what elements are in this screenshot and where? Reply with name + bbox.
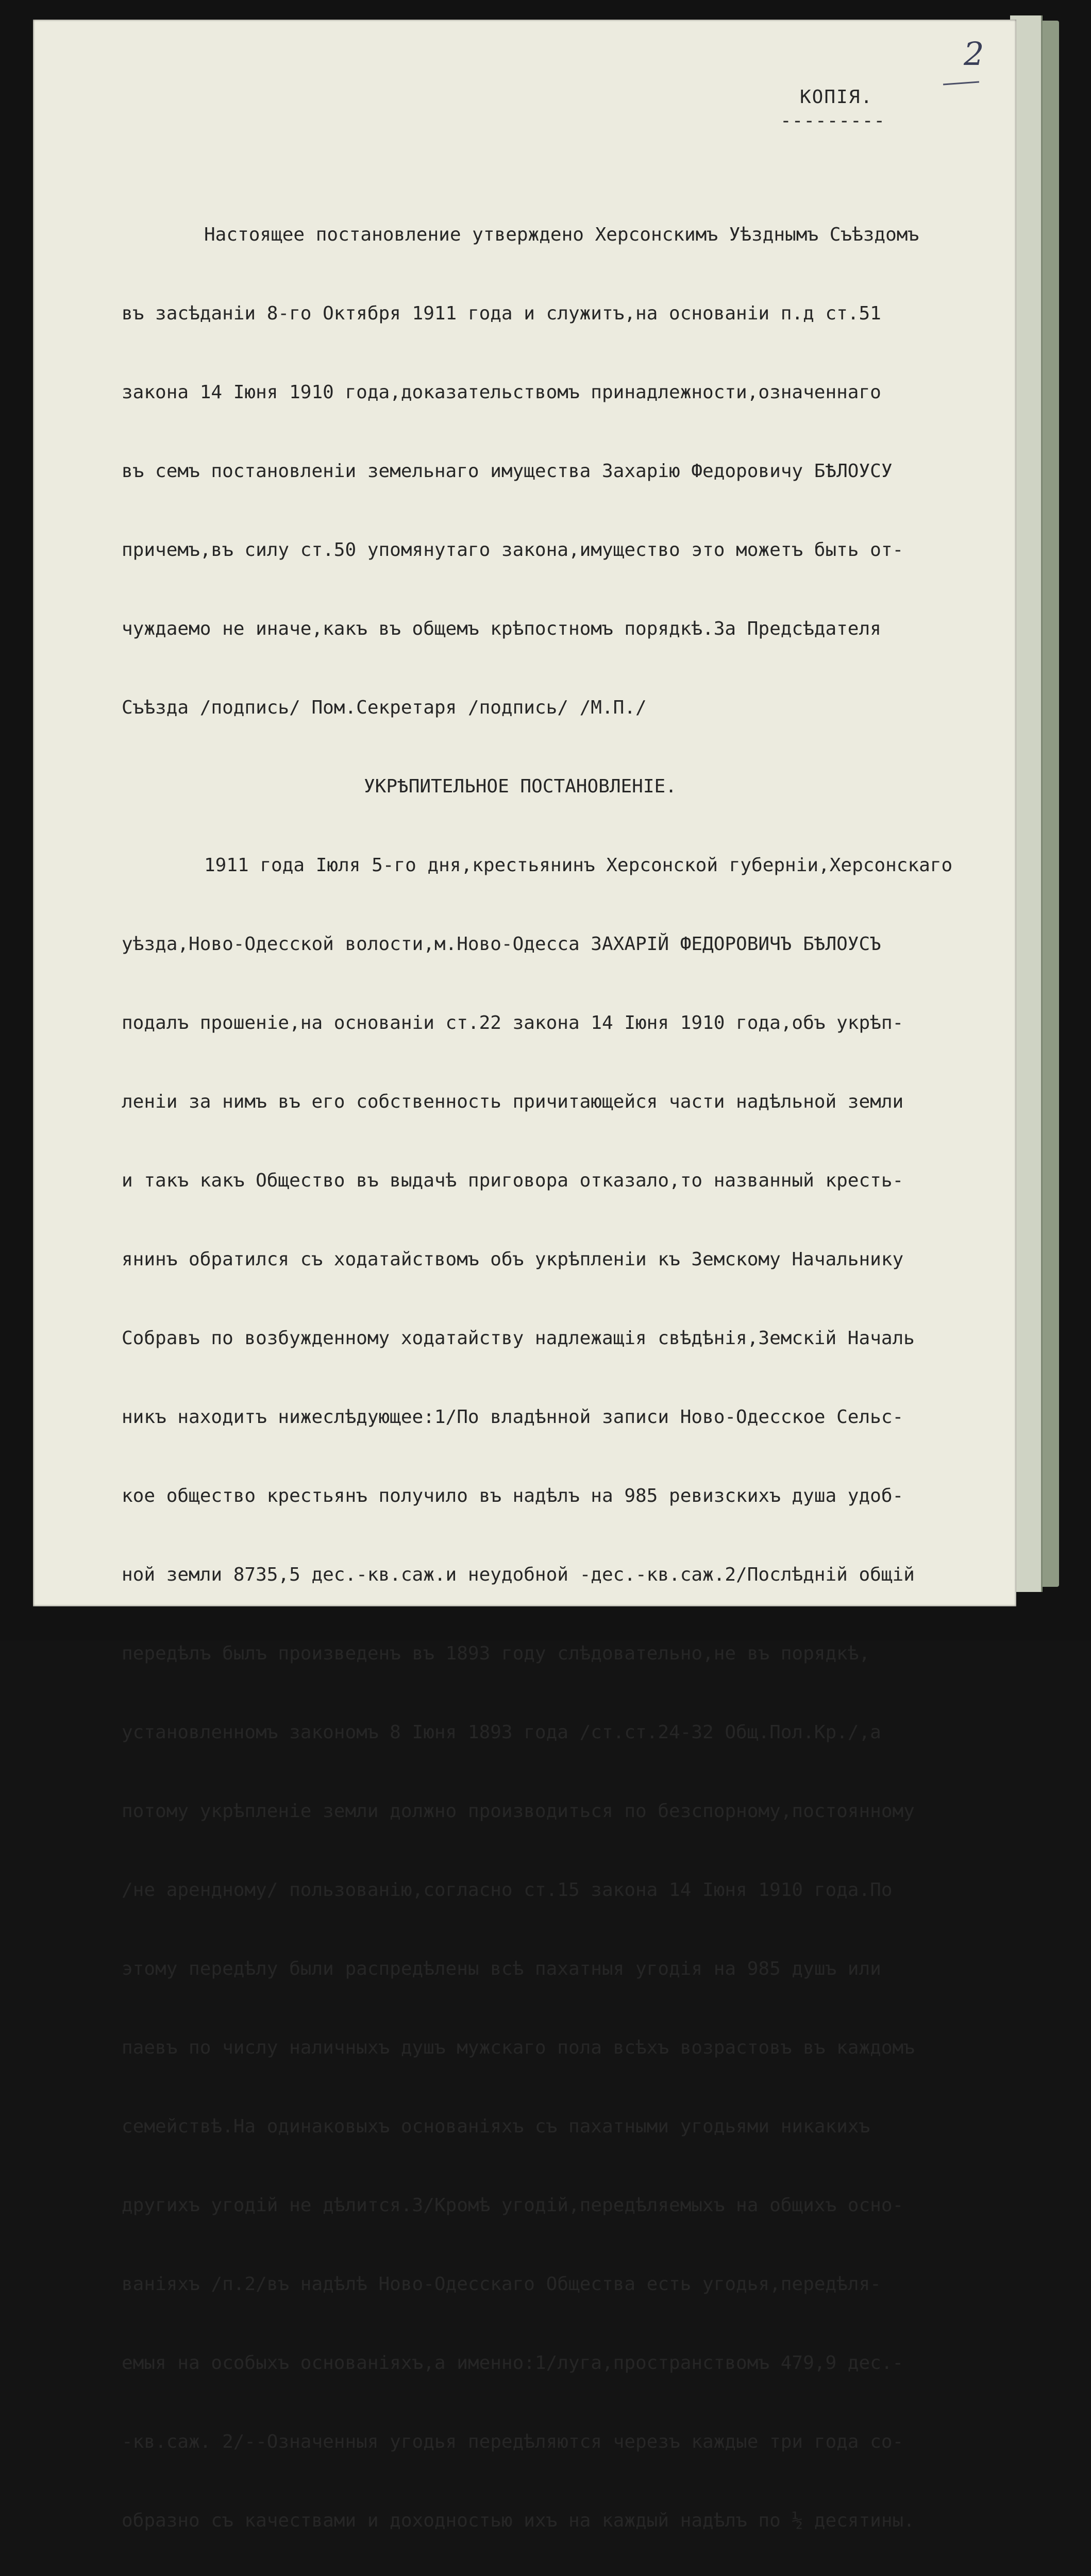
copy-heading-underline: --------- xyxy=(780,110,886,131)
text-line: Съѣзда /подпись/ Пом.Секретаря /подпись/ /М.П./ xyxy=(122,697,647,718)
text-line: причемъ,въ силу ст.50 упомянутаго закона,имущество это можетъ быть от- xyxy=(122,539,904,561)
text-line: паевъ по числу наличныхъ душъ мужскаго пола всѣхъ возрастовъ въ каждомъ xyxy=(122,2037,915,2058)
text-line: емыя на особыхъ основанiяхъ,а именно:1/луга,пространствомъ 479,9 дес.- xyxy=(122,2352,904,2374)
text-line: янинъ обратился съ ходатайствомъ объ укрѣпленiи къ Земскому Начальнику xyxy=(122,1249,904,1270)
text-line: чуждаемо не иначе,какъ въ общемъ крѣпостномъ порядкѣ.За Предсѣдателя xyxy=(122,618,881,639)
text-line: закона 14 Iюня 1910 года,доказательствомъ принадлежности,означеннаго xyxy=(122,382,881,403)
text-line: установленномъ закономъ 8 Iюня 1893 года /ст.ст.24-32 Общ.Пол.Кр./,а xyxy=(122,1722,881,1743)
text-line: 1911 года Iюля 5-го дня,крестьянинъ Херсонской губернiи,Херсонскаго xyxy=(204,855,953,876)
text-line: передѣлъ былъ произведенъ въ 1893 году слѣдовательно,не въ порядкѣ, xyxy=(122,1643,870,1664)
text-line: этому передѣлу были распредѣлены всѣ пахатныя угодiя на 985 душъ или xyxy=(122,1958,881,1979)
text-line: кое общество крестьянъ получило въ надѣлъ на 985 ревизскихъ душа удоб- xyxy=(122,1485,904,1506)
text-line: никъ находитъ нижеслѣдующее:1/По владѣнной записи Ново-Одесское Сельс- xyxy=(122,1406,904,1428)
text-line: ванiяхъ /п.2/въ надѣлѣ Ново-Одесскаго Общества есть угодья,передѣля- xyxy=(122,2274,881,2295)
text-line: образно съ качествами и доходностью ихъ на каждый надѣлъ по ½ десятины. xyxy=(122,2510,915,2531)
text-line: ленiи за нимъ въ его собственность причитающейся части надѣльной земли xyxy=(122,1091,904,1112)
text-line: -кв.саж. 2/--Означенныя угодья передѣляются черезъ каждые три года со- xyxy=(122,2431,904,2452)
text-line: семействѣ.На одинаковыхъ основанiяхъ съ пахатными угодьями никакихъ xyxy=(122,2116,870,2137)
text-line: Собравъ по возбужденному ходатайству надлежащiя свѣдѣнiя,Земскiй Началь xyxy=(122,1328,915,1349)
text-line: потому укрѣпленiе земли должно производиться по безспорному,постоянному xyxy=(122,1801,915,1822)
text-line: ной земли 8735,5 дес.-кв.саж.и неудобной -дес.-кв.саж.2/Послѣднiй общiй xyxy=(122,1564,915,1585)
text-line: другихъ угодiй не дѣлится.3/Кромѣ угодiй,передѣляемыхъ на общихъ осно- xyxy=(122,2195,904,2216)
text-line: въ засѣданiи 8-го Октября 1911 года и служитъ,на основанiи п.д ст.51 xyxy=(122,303,881,324)
text-line: уѣзда,Ново-Одесской волости,м.Ново-Одесса ЗАХАРIЙ ФЕДОРОВИЧЪ БѢЛОУСЪ xyxy=(122,934,881,955)
text-line: подалъ прошенiе,на основанiи ст.22 закона 14 Iюня 1910 года,объ укрѣп- xyxy=(122,1012,904,1033)
text-line: /не арендному/ пользованiю,согласно ст.15 закона 14 Iюня 1910 года.По xyxy=(122,1879,893,1901)
text-line: и такъ какъ Общество въ выдачѣ приговора отказало,то названный кресть- xyxy=(122,1170,904,1191)
handwritten-page-number: 2 xyxy=(964,35,984,73)
text-line: въ семъ постановленiи земельнаго имущества Захарiю Федоровичу БѢЛОУСУ xyxy=(122,461,893,482)
copy-heading: КОПIЯ. xyxy=(800,87,874,108)
text-line: Настоящее постановление утверждено Херсонскимъ Уѣзднымъ Съѣздомъ xyxy=(204,224,919,245)
section-heading: УКРѢПИТЕЛЬНОЕ ПОСТАНОВЛЕНIЕ. xyxy=(364,776,677,797)
typed-body-text xyxy=(122,174,1018,2576)
